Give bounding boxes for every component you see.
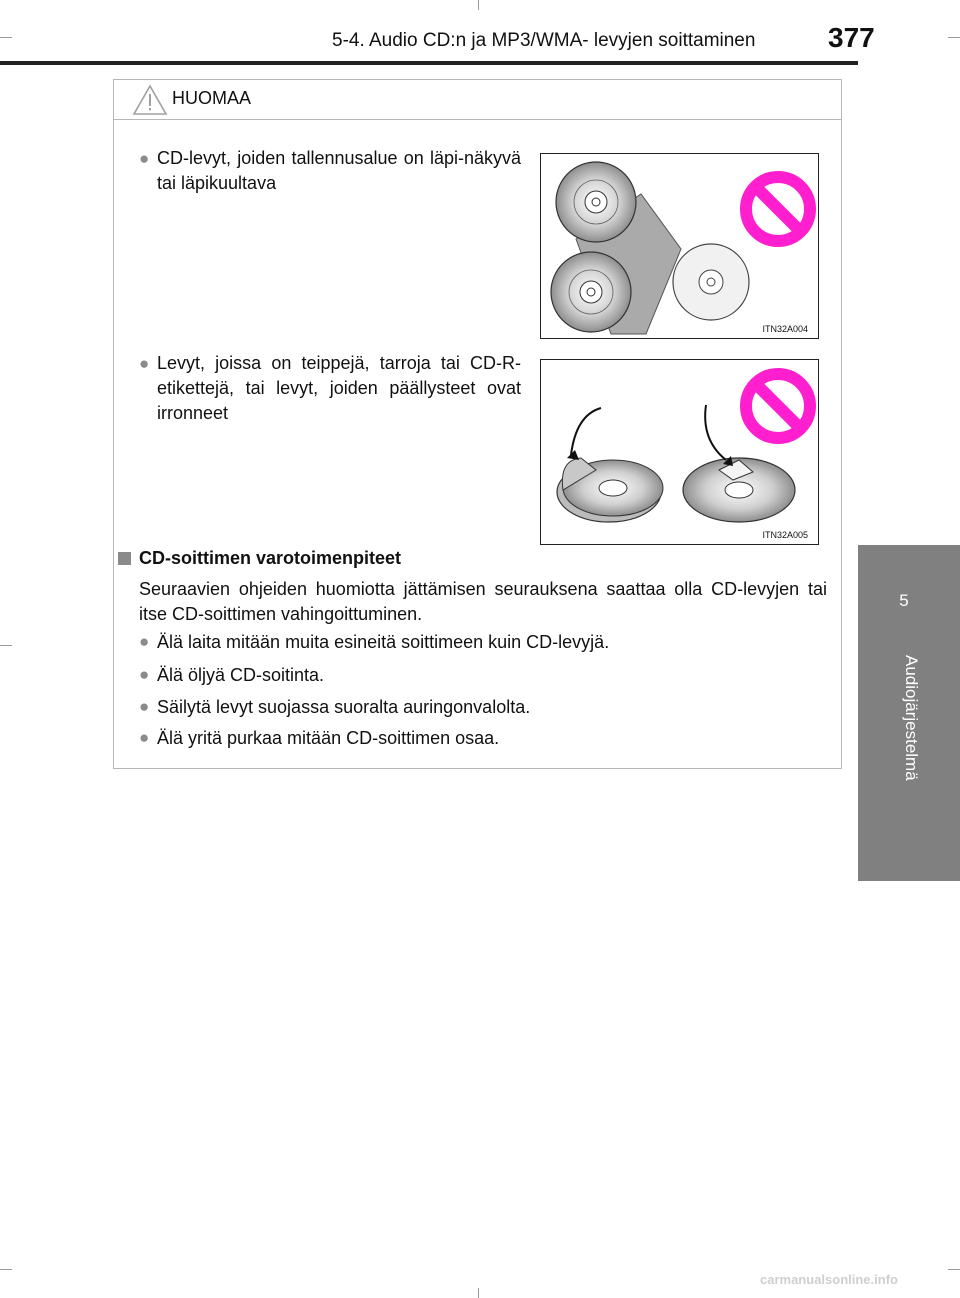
notice-title: HUOMAA	[172, 88, 252, 108]
notice-item-transparent-discs	[139, 146, 521, 196]
taped-cd-illustration	[541, 360, 819, 545]
list-item-text: Älä laita mitään muita esineitä soittimeen kuin CD-levyjä.	[157, 632, 610, 652]
list-item	[139, 728, 499, 749]
crop-mark	[948, 1269, 960, 1270]
square-bullet-icon	[118, 552, 131, 565]
transparent-cd-icon	[673, 244, 749, 320]
list-item	[139, 697, 530, 718]
list-item-text: Älä öljyä CD-soitinta.	[157, 665, 325, 685]
page-number: 377	[828, 22, 875, 53]
figure-code: ITN32A005	[762, 530, 808, 540]
list-item	[139, 665, 324, 686]
prohibition-icon	[746, 374, 810, 438]
crop-mark	[0, 645, 12, 646]
bullet-icon: ●	[139, 354, 150, 373]
chapter-tab	[858, 545, 960, 881]
bullet-icon: ●	[139, 149, 150, 168]
bullet-icon: ●	[139, 632, 150, 651]
chapter-number: 5	[899, 591, 909, 610]
header-rule	[0, 61, 858, 65]
transparent-cd-illustration	[541, 154, 819, 339]
section-paragraph: Seuraavien ohjeiden huomiotta jättämisen seurauksena saattaa olla CD-levyjen tai itse CD-soittimen vahingoittuminen.	[139, 579, 827, 624]
notice-divider	[114, 119, 841, 120]
section-heading	[118, 548, 401, 569]
taped-cd-icon	[683, 405, 795, 522]
warning-triangle-icon	[132, 84, 168, 116]
figure-taped-cd	[540, 359, 819, 545]
notice-item-text: Levyt, joissa on teippejä, tarroja tai CD-R-etikettejä, tai levyt, joiden päällysteet ovat irronneet	[157, 353, 521, 423]
bullet-icon: ●	[139, 665, 150, 684]
list-item-text: Säilytä levyt suojassa suoralta auringonvalolta.	[157, 697, 531, 717]
crop-mark	[948, 37, 960, 38]
prohibition-icon	[746, 177, 810, 241]
cd-disc-icon	[551, 252, 631, 332]
section-title: 5-4. Audio CD:n ja MP3/WMA- levyjen soittaminen	[332, 30, 756, 51]
bullet-icon: ●	[139, 697, 150, 716]
peeling-cd-icon	[557, 408, 663, 522]
section-heading-text: CD-soittimen varotoimenpiteet	[139, 548, 402, 568]
chapter-label: Audiojärjestelmä	[902, 655, 921, 781]
crop-mark	[478, 0, 479, 10]
list-item	[139, 632, 609, 653]
watermark: carmanualsonline.info	[760, 1272, 898, 1287]
bullet-icon: ●	[139, 728, 150, 747]
notice-item-text: CD-levyt, joiden tallennusalue on läpi-näkyvä tai läpikuultava	[157, 148, 521, 193]
cd-disc-icon	[556, 162, 636, 242]
crop-mark	[478, 1288, 479, 1298]
notice-item-taped-discs	[139, 351, 521, 426]
list-item-text: Älä yritä purkaa mitään CD-soittimen osaa.	[157, 728, 500, 748]
figure-transparent-cd	[540, 153, 819, 339]
figure-code: ITN32A004	[762, 324, 808, 334]
crop-mark	[0, 1269, 12, 1270]
crop-mark	[0, 37, 12, 38]
